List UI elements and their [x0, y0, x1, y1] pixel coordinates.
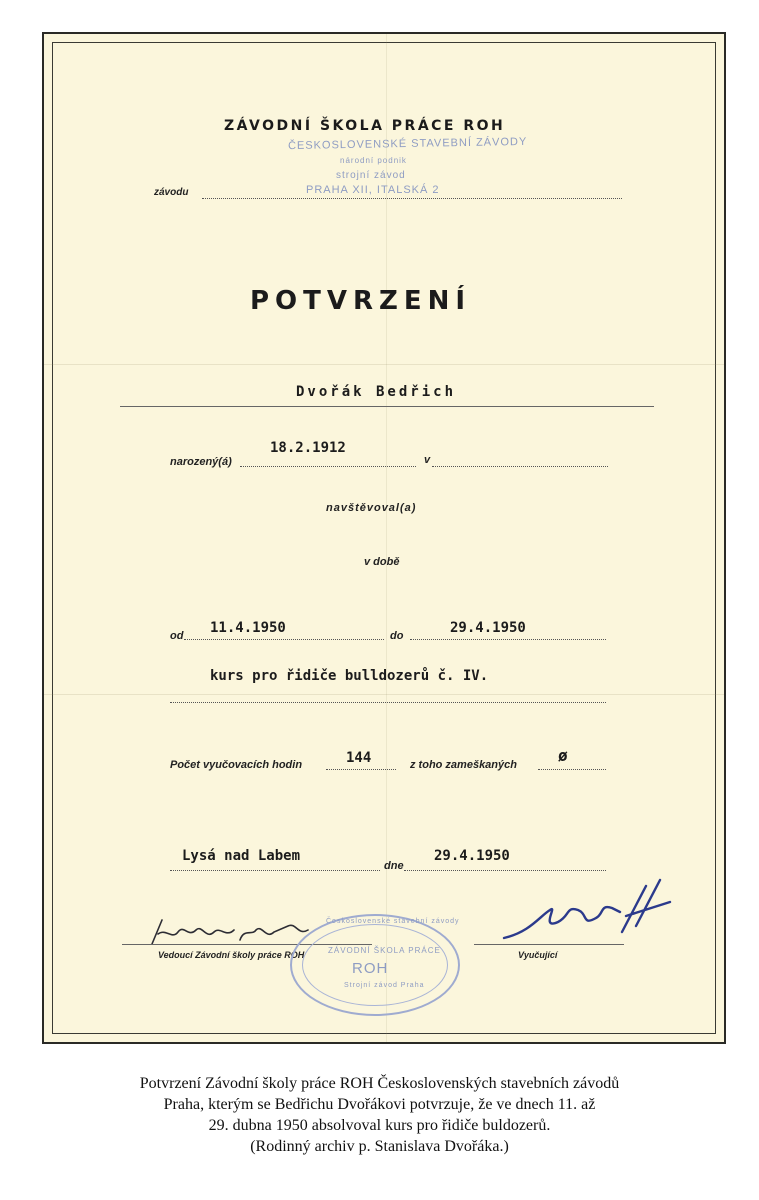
from-label: od	[170, 630, 184, 642]
missed-label: z toho zameškaných	[410, 759, 517, 771]
caption-line-2: Praha, kterým se Bedřichu Dvořákovi potvrzuje, že ve dnech 11. až	[163, 1096, 596, 1113]
hours-label: Počet vyučovacích hodin	[170, 759, 303, 771]
attended-label: navštěvoval(a)	[326, 502, 417, 514]
image-caption	[20, 1073, 739, 1157]
hours-line	[326, 769, 396, 770]
from-date: 11.4.1950	[210, 620, 286, 636]
caption-line-3: 29. dubna 1950 absolvoval kurs pro řidiče buldozerů.	[208, 1117, 551, 1134]
round-stamp-inner-bottom: Strojní závod Praha	[344, 982, 425, 989]
from-line	[184, 639, 384, 640]
stamp-line-3: strojní závod	[336, 170, 406, 181]
born-date: 18.2.1912	[270, 440, 346, 456]
to-label: do	[390, 630, 404, 642]
born-date-line	[240, 466, 416, 467]
born-in-label: v	[424, 454, 431, 466]
round-stamp-outer: Československé stavební závody	[326, 918, 460, 925]
caption-line-1: Potvrzení Závodní školy práce ROH Československých stavebních závodů	[139, 1075, 620, 1092]
zavodu-label: závodu	[154, 187, 189, 198]
zavodu-line	[202, 198, 622, 199]
date-value: 29.4.1950	[434, 848, 510, 864]
born-label: narozený(á)	[170, 456, 232, 468]
round-stamp	[290, 914, 460, 1016]
hours-value: 144	[346, 750, 372, 766]
paper-fold	[44, 364, 724, 365]
head-label: Vedoucí Závodní školy práce ROH	[158, 950, 305, 960]
signature-right-graphic	[500, 872, 680, 952]
paper-fold	[44, 694, 724, 695]
date-label: dne	[384, 860, 404, 872]
stamp-line-1: ČESKOSLOVENSKÉ STAVEBNÍ ZÁVODY	[287, 135, 528, 153]
to-line	[410, 639, 606, 640]
stamp-line-4: PRAHA XII, ITALSKÁ 2	[306, 184, 440, 196]
place-value: Lysá nad Labem	[182, 848, 301, 864]
name-line	[120, 406, 654, 407]
missed-line	[538, 769, 606, 770]
course-name: kurs pro řidiče bulldozerů č. IV.	[210, 668, 489, 684]
caption-line-4: (Rodinný archiv p. Stanislava Dvořáka.)	[250, 1138, 509, 1155]
round-stamp-inner-top: ZÁVODNÍ ŠKOLA PRÁCE	[328, 946, 441, 955]
to-date: 29.4.1950	[450, 620, 526, 636]
signature-right-line	[474, 944, 624, 945]
period-label: v době	[364, 556, 400, 568]
document-heading: POTVRZENÍ	[250, 286, 472, 316]
born-place-line	[432, 466, 608, 467]
course-line	[170, 702, 606, 703]
missed-value: ø	[558, 746, 568, 765]
school-title: ZÁVODNÍ ŠKOLA PRÁCE ROH	[224, 118, 506, 134]
place-line	[170, 870, 380, 871]
teacher-label: Vyučující	[518, 950, 558, 960]
date-line	[404, 870, 606, 871]
stamp-line-2: národní podnik	[340, 156, 407, 165]
person-name: Dvořák Bedřich	[296, 384, 457, 400]
certificate-document	[42, 32, 726, 1044]
round-stamp-center: ROH	[352, 960, 389, 977]
